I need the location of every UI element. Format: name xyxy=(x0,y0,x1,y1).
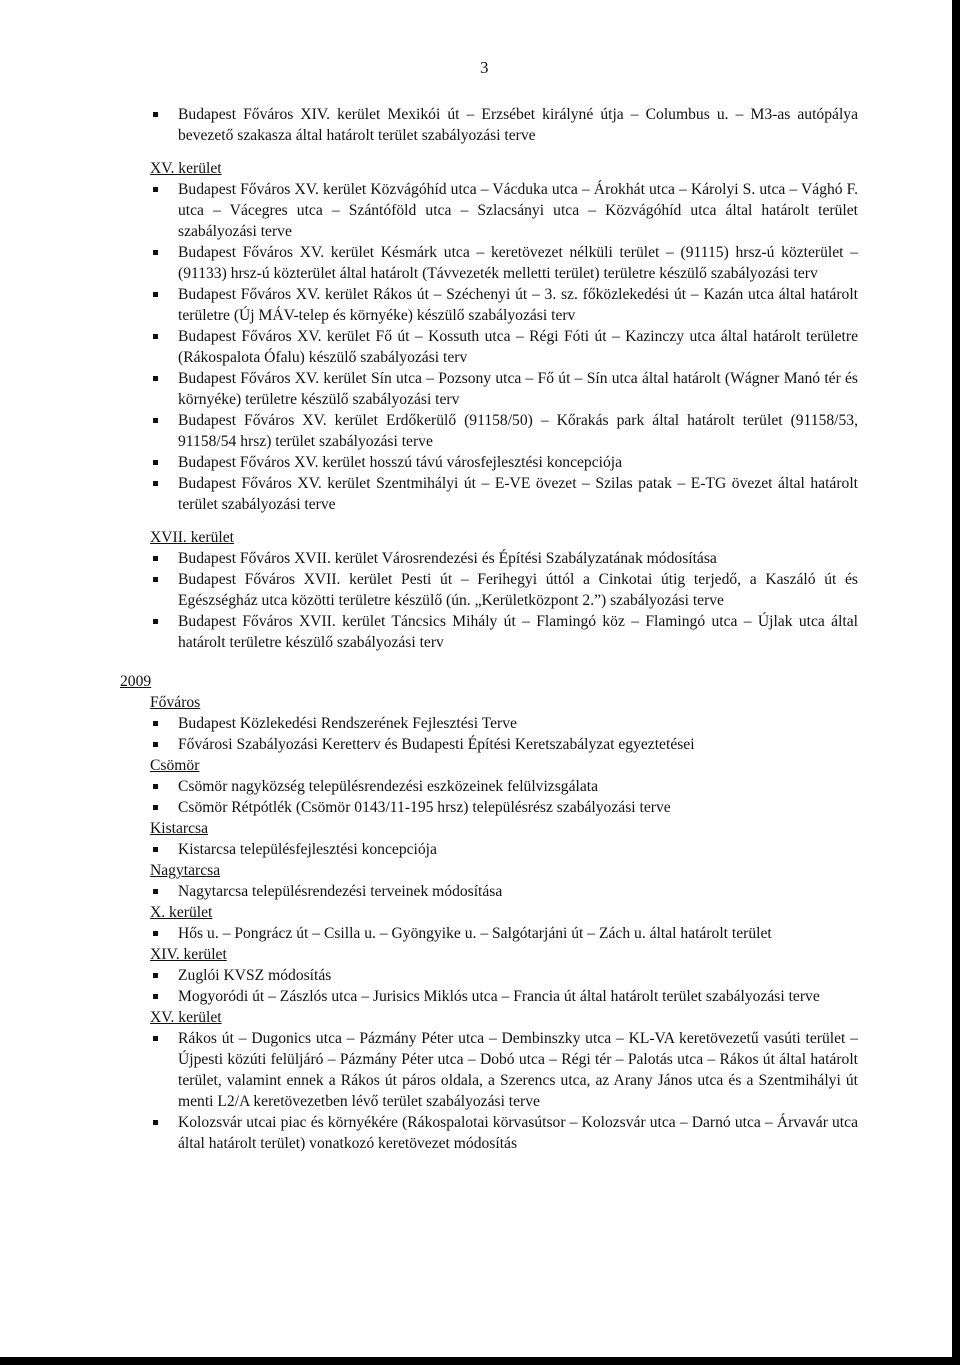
list-item: Budapest Főváros XV. kerület Rákos út – Széchenyi út – 3. sz. főközlekedési út – Kazán utca által határolt területre (Új MÁV-telep és környéke) készülő szabályozási terv xyxy=(150,284,858,326)
section-heading-xv-2009: XV. kerület xyxy=(150,1009,222,1026)
section-heading-kistarcsa: Kistarcsa xyxy=(150,820,209,837)
list-item: Csömör nagyközség településrendezési eszközeinek felülvizsgálata xyxy=(150,776,858,797)
section-heading-xiv: XIV. kerület xyxy=(150,946,227,963)
section-heading-x: X. kerület xyxy=(150,904,213,921)
list-item: Budapest Főváros XV. kerület Erdőkerülő (91158/50) – Kőrakás park által határolt terület (91158/53, 91158/54 hrsz) terület szabályozási terve xyxy=(150,410,858,452)
list-item: Kolozsvár utcai piac és környékére (Rákospalotai körvasútsor – Kolozsvár utca – Darnó utca – Árvavár utca által határolt terület) vonatkozó keretövezet módosítás xyxy=(150,1112,858,1154)
list-item: Budapest Főváros XVII. kerület Pesti út – Ferihegyi úttól a Cinkotai útig terjedő, a Kaszáló út és Egészségház utca közötti területre készülő (ún. „Kerületközpont 2.”) szabályozási terve xyxy=(150,569,858,611)
list-item: Budapest Főváros XVII. kerület Városrendezési és Építési Szabályzatának módosítása xyxy=(150,548,858,569)
list-item: Rákos út – Dugonics utca – Pázmány Péter utca – Dembinszky utca – KL-VA keretövezetű vasúti terület – Újpesti közúti felüljáró – Pázmány Péter utca – Dobó utca – Régi tér – Palotás utca – Rákos út által határolt terület, valamint ennek a Rákos út páros oldala, a Szerencs utca, az Arany János utca és a Szentmihályi út menti L2/A keretövezetben lévő terület szabályozási terve xyxy=(150,1028,858,1112)
section-heading-fovaros: Főváros xyxy=(150,694,201,711)
page-number: 3 xyxy=(480,58,489,77)
scan-bottom-edge xyxy=(0,1357,960,1365)
section-heading-xv: XV. kerület xyxy=(150,160,222,177)
list-item: Budapest Főváros XV. kerület hosszú távú városfejlesztési koncepciója xyxy=(150,452,858,473)
list-item: Hős u. – Pongrácz út – Csilla u. – Gyöngyike u. – Salgótarjáni út – Zách u. által határolt terület xyxy=(150,923,858,944)
list-item: Budapest Főváros XV. kerület Késmárk utca – keretövezet nélküli terület – (91115) hrsz-ú közterület – (91133) hrsz-ú közterület által határolt (Távvezeték melletti terület) területre készülő szabályozási terv xyxy=(150,242,858,284)
list-item: Nagytarcsa településrendezési terveinek módosítása xyxy=(150,881,858,902)
list-item: Fővárosi Szabályozási Keretterv és Budapesti Építési Keretszabályzat egyeztetései xyxy=(150,734,858,755)
list-item: Budapest Főváros XV. kerület Közvágóhíd utca – Vácduka utca – Árokhát utca – Károlyi S. utca – Vághó F. utca – Vácegres utca – Szántóföld utca – Szlacsányi utca – Közvágóhíd utca által határolt terület szabályozási terve xyxy=(150,179,858,242)
list-item: Budapest Főváros XV. kerület Fő út – Kossuth utca – Régi Fóti út – Kazinczy utca által határolt területre (Rákospalota Ófalu) készülő szabályozási terv xyxy=(150,326,858,368)
list-item: Budapest Főváros XV. kerület Szentmihályi út – E-VE övezet – Szilas patak – E-TG övezet által határolt terület szabályozási terve xyxy=(150,473,858,515)
document-body xyxy=(120,104,858,1154)
list-item: Kistarcsa településfejlesztési koncepciója xyxy=(150,839,858,860)
section-heading-xvii: XVII. kerület xyxy=(150,529,234,546)
section-heading-nagytarcsa: Nagytarcsa xyxy=(150,862,221,879)
list-item: Budapest Főváros XIV. kerület Mexikói út – Erzsébet királyné útja – Columbus u. – M3-as autópálya bevezető szakasza által határolt terület szabályozási terve xyxy=(150,104,858,146)
list-item: Mogyoródi út – Zászlós utca – Jurisics Miklós utca – Francia út által határolt terület szabályozási terve xyxy=(150,986,858,1007)
list-item: Csömör Rétpótlék (Csömör 0143/11-195 hrsz) településrész szabályozási terve xyxy=(150,797,858,818)
list-item: Budapest Közlekedési Rendszerének Fejlesztési Terve xyxy=(150,713,858,734)
list-item: Budapest Főváros XV. kerület Sín utca – Pozsony utca – Fő út – Sín utca által határolt (Wágner Manó tér és környéke) területre készülő szabályozási terv xyxy=(150,368,858,410)
list-item: Budapest Főváros XVII. kerület Táncsics Mihály út – Flamingó köz – Flamingó utca – Újlak utca által határolt területre készülő szabályozási terv xyxy=(150,611,858,653)
scan-right-edge xyxy=(952,0,960,1365)
list-item: Zuglói KVSZ módosítás xyxy=(150,965,858,986)
year-heading: 2009 xyxy=(120,673,152,690)
section-heading-csomor: Csömör xyxy=(150,757,200,774)
